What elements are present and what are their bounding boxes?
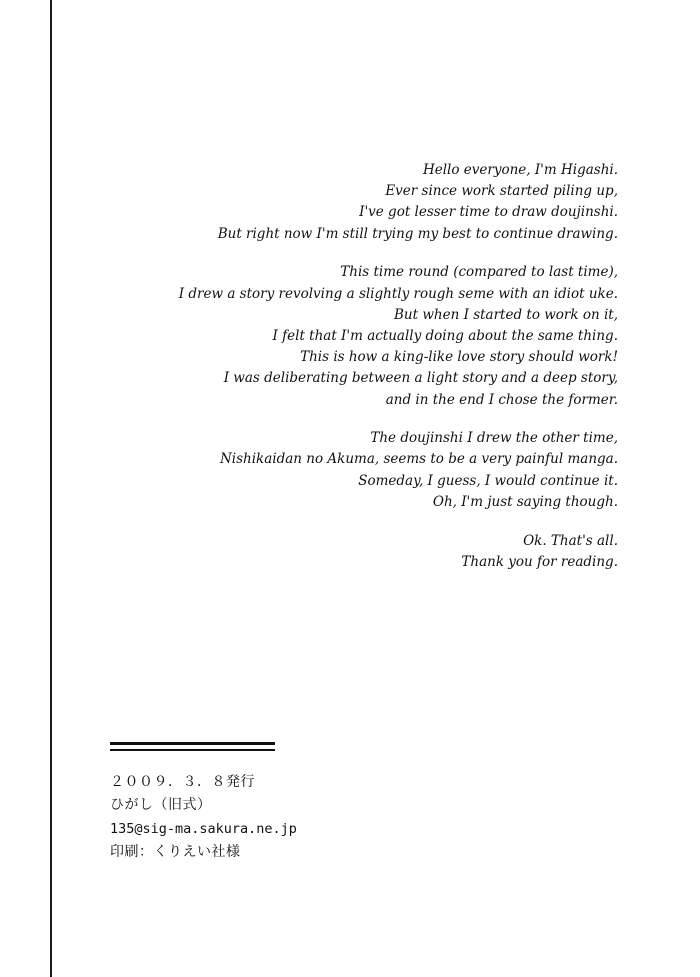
author-name: ひがし（旧式） [110, 797, 212, 813]
letter-line: I've got lesser time to draw doujinshi. [359, 204, 618, 221]
letter-line: Ok. That's all. [523, 532, 618, 549]
letter-line: I was deliberating between a light story and a deep story, [223, 370, 618, 387]
letter-line: Ever since work started piling up, [385, 183, 618, 200]
letter-line: But right now I'm still trying my best to continue drawing. [217, 225, 618, 242]
letter-line: Hello everyone, I'm Higashi. [422, 162, 618, 178]
afterword-letter [98, 160, 618, 590]
paragraph [98, 428, 618, 513]
letter-line: Oh, I'm just saying though. [432, 493, 618, 510]
letter-line: I drew a story revolving a slightly rough seme with an idiot uke. [178, 285, 618, 302]
paragraph [98, 262, 618, 410]
letter-line: Thank you for reading. [461, 553, 618, 570]
letter-line: The doujinshi I drew the other time, [370, 430, 618, 447]
letter-line: Someday, I guess, I would continue it. [358, 472, 618, 489]
double-rule-top [110, 742, 275, 745]
paragraph [98, 531, 618, 573]
author-email: 135@sig-ma.sakura.ne.jp [110, 820, 297, 837]
letter-line: I felt that I'm actually doing about the same thing. [272, 327, 618, 344]
double-rule-bottom [110, 749, 275, 751]
letter-line: Nishikaidan no Akuma, seems to be a very painful manga. [219, 451, 618, 468]
paragraph [98, 160, 618, 245]
publication-date: ２００９．３．８発行 [110, 773, 255, 790]
letter-line: But when I started to work on it, [394, 306, 618, 323]
letter-line: This is how a king-like love story should work! [300, 349, 618, 366]
letter-line: This time round (compared to last time), [340, 264, 618, 281]
letter-line: and in the end I chose the former. [385, 391, 618, 408]
printer-credit: 印刷：くりえい社様 [110, 844, 241, 860]
page-spine-line [50, 0, 52, 977]
colophon [110, 742, 297, 865]
